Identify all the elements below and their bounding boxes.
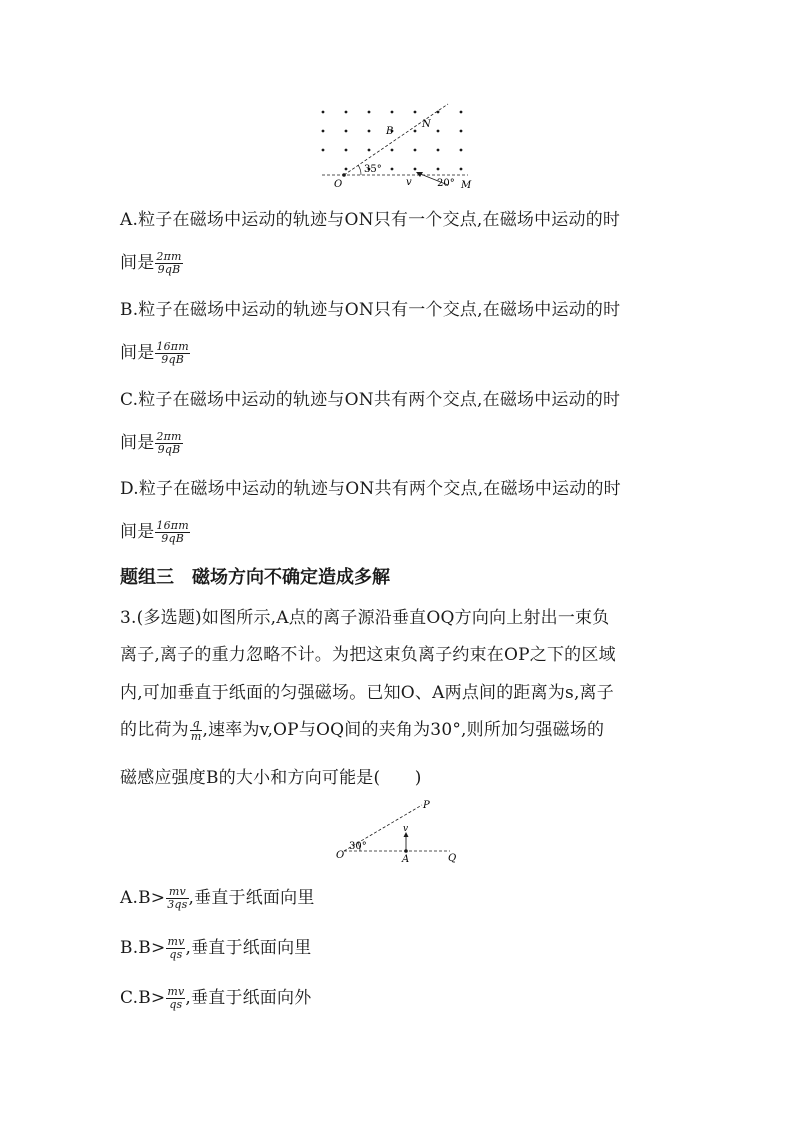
- field-dot: [414, 130, 417, 133]
- q3-option-a: A.B> $\frac{mv}{3qs}$ ,垂直于纸面向里: [120, 885, 315, 911]
- label-v: v: [403, 824, 409, 834]
- label-n: N: [422, 119, 431, 130]
- field-dot: [391, 149, 394, 152]
- label-angle-35: 35°: [364, 164, 382, 175]
- field-dot: [368, 111, 371, 114]
- field-dot: [368, 130, 371, 133]
- label-q: Q: [448, 853, 457, 864]
- point-a: [404, 849, 408, 853]
- question3-line5: 磁感应强度B的大小和方向可能是( ): [120, 768, 422, 788]
- option-a-line1: A.粒子在磁场中运动的轨迹与ON只有一个交点,在磁场中运动的时: [120, 210, 621, 230]
- field-dot: [460, 111, 463, 114]
- fraction: $\frac{mv}{3qs}$: [167, 885, 188, 911]
- option-b-line2: 间是 $\frac{16\pi m}{9qB}$: [120, 340, 189, 366]
- line-on: [344, 104, 448, 175]
- field-dot: [414, 111, 417, 114]
- field-dot: [345, 130, 348, 133]
- figure-magnetic-field: [316, 100, 486, 195]
- field-dot: [391, 111, 394, 114]
- option-d-line2: 间是 $\frac{16\pi m}{9qB}$: [120, 519, 189, 545]
- fraction: $\frac{2\pi m}{9qB}$: [156, 430, 182, 456]
- field-dot: [345, 111, 348, 114]
- field-dot: [391, 168, 394, 171]
- fraction: $\frac{16\pi m}{9qB}$: [156, 340, 189, 366]
- label-p: P: [423, 800, 430, 811]
- angle-arc-35: [358, 165, 361, 175]
- label-a: A: [402, 854, 410, 865]
- option-d-line1: D.粒子在磁场中运动的轨迹与ON共有两个交点,在磁场中运动的时: [120, 479, 621, 499]
- fraction: $\frac{16\pi m}{9qB}$: [156, 519, 189, 545]
- question3-line2: 离子,离子的重力忽略不计。为把这束负离子约束在OP之下的区域: [120, 645, 616, 665]
- option-a-line2: 间是 $\frac{2\pi m}{9qB}$: [120, 250, 182, 276]
- field-dot: [322, 149, 325, 152]
- question3-line1: 3.(多选题)如图所示,A点的离子源沿垂直OQ方向向上射出一束负: [120, 608, 610, 628]
- fraction: $\frac{mv}{qs}$: [167, 935, 185, 961]
- label-v: v: [406, 177, 412, 188]
- label-b: B: [386, 126, 394, 137]
- question3-line3: 内,可加垂直于纸面的匀强磁场。已知O、A两点间的距离为s,离子: [120, 683, 614, 703]
- field-dot: [345, 149, 348, 152]
- field-dot: [460, 149, 463, 152]
- field-dot: [437, 149, 440, 152]
- point-o: [342, 173, 346, 177]
- option-c-line2: 间是 $\frac{2\pi m}{9qB}$: [120, 430, 182, 456]
- field-dot: [322, 111, 325, 114]
- field-dot: [460, 168, 463, 171]
- label-m: M: [461, 180, 472, 191]
- question3-line4: 的比荷为 $\frac{q}{m}$ ,速率为v,OP与OQ间的夹角为30°,则所加匀强磁场的: [120, 717, 605, 743]
- q3-option-b: B.B> $\frac{mv}{qs}$ ,垂直于纸面向里: [120, 935, 312, 961]
- field-dot: [437, 168, 440, 171]
- q3-option-c: C.B> $\frac{mv}{qs}$ ,垂直于纸面向外: [120, 985, 312, 1011]
- label-angle-30: 30°: [349, 841, 367, 852]
- fraction: $\frac{mv}{qs}$: [167, 985, 185, 1011]
- label-o: O: [336, 850, 345, 861]
- section-title: 题组三 磁场方向不确定造成多解: [120, 567, 390, 588]
- fraction-q-over-m: $\frac{q}{m}$: [190, 717, 202, 743]
- field-dot: [368, 149, 371, 152]
- field-dot: [414, 168, 417, 171]
- label-o: O: [334, 179, 343, 190]
- field-dot: [345, 168, 348, 171]
- option-c-line1: C.粒子在磁场中运动的轨迹与ON共有两个交点,在磁场中运动的时: [120, 390, 621, 410]
- field-dot: [322, 130, 325, 133]
- field-dot: [460, 130, 463, 133]
- label-angle-20: 20°: [437, 178, 455, 189]
- field-dot: [414, 149, 417, 152]
- option-b-line1: B.粒子在磁场中运动的轨迹与ON只有一个交点,在磁场中运动的时: [120, 300, 621, 320]
- figure-op-oq: [330, 795, 470, 867]
- fraction: $\frac{2\pi m}{9qB}$: [156, 250, 182, 276]
- field-dot: [437, 130, 440, 133]
